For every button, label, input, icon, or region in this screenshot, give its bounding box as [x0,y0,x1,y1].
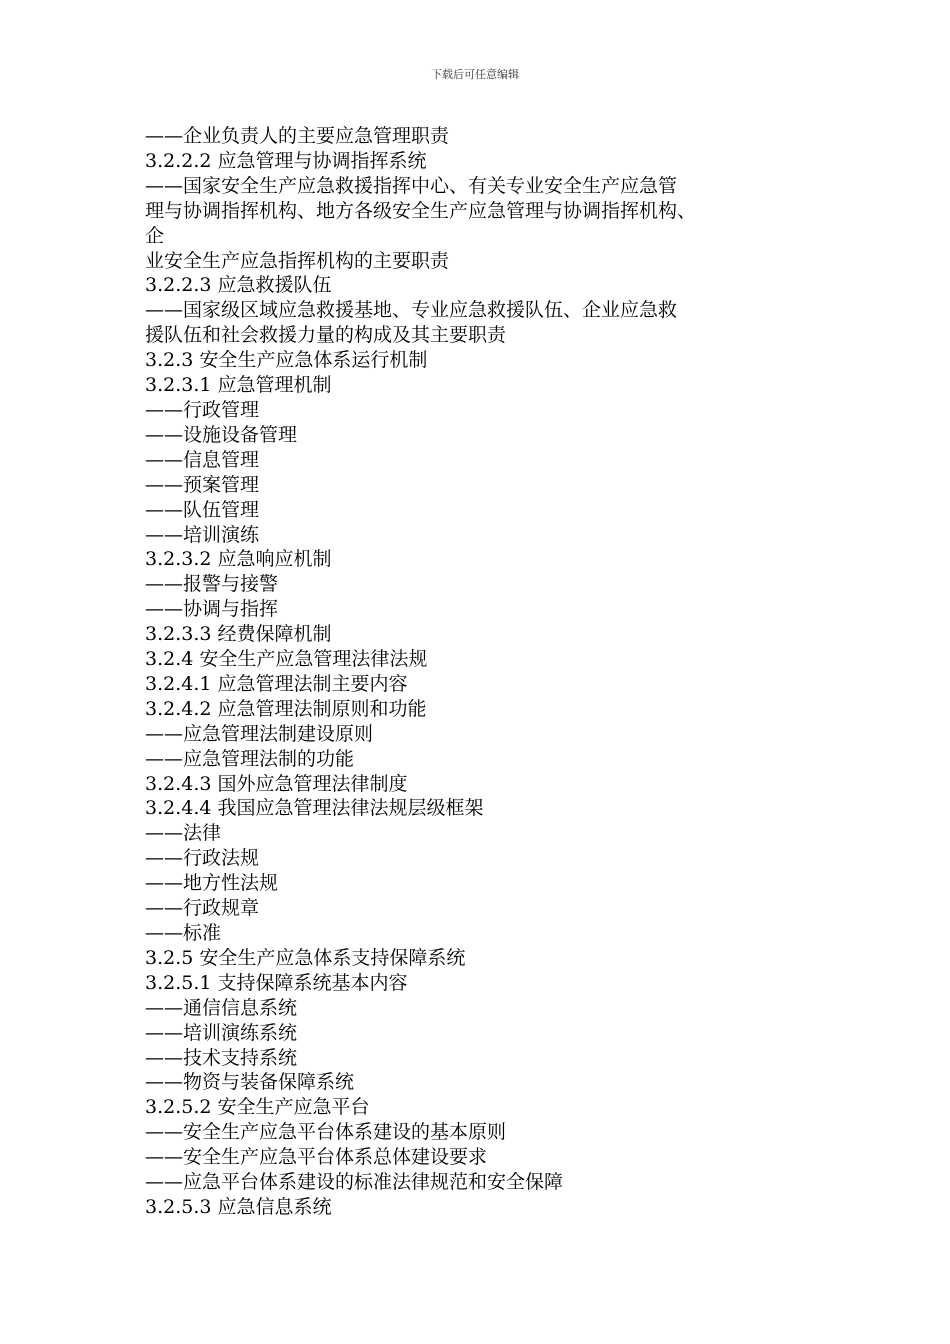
text-line: ——标准 [145,922,222,944]
text-line: ——培训演练系统 [145,1021,298,1044]
text-line: ——通信信息系统 [145,996,298,1019]
text-line: ——物资与装备保障系统 [145,1071,355,1094]
text-line: 援队伍和社会救援力量的构成及其主要职责 [145,324,507,347]
text-line: 3.2.2.2 应急管理与协调指挥系统 [145,149,427,172]
text-line: ——协调与指挥 [145,598,279,621]
text-line: ——应急平台体系建设的标准法律规范和安全保障 [145,1171,564,1194]
text-line: 业安全生产应急指挥机构的主要职责 [145,249,450,272]
text-line: ——应急管理法制的功能 [145,747,355,770]
text-line: ——预案管理 [145,473,260,496]
text-line: ——法律 [145,822,222,845]
text-line: 3.2.4.4 我国应急管理法律法规层级框架 [145,797,484,820]
text-line: ——国家级区域应急救援基地、专业应急救援队伍、企业应急救 [145,299,678,322]
text-line: 理与协调指挥机构、地方各级安全生产应急管理与协调指挥机构、 [145,199,697,222]
text-line: 3.2.3.1 应急管理机制 [145,374,332,397]
text-line: ——地方性法规 [145,872,279,895]
text-line: ——设施设备管理 [145,423,298,446]
text-line: 3.2.4.3 国外应急管理法律制度 [145,772,408,795]
text-line: 3.2.4.1 应急管理法制主要内容 [145,672,408,695]
text-line: ——报警与接警 [145,573,279,596]
text-line: 3.2.5.1 支持保障系统基本内容 [145,971,408,994]
text-line: ——应急管理法制建设原则 [145,722,374,745]
text-line: 3.2.3.3 经费保障机制 [145,623,332,646]
text-line: ——培训演练 [145,523,260,546]
text-line: 3.2.5.2 安全生产应急平台 [145,1096,370,1119]
page-header: 下载后可任意编辑 [431,68,519,81]
text-line: ——行政规章 [145,897,260,920]
text-line: ——技术支持系统 [145,1046,298,1069]
text-line: ——行政管理 [145,398,260,421]
text-line: ——国家安全生产应急救援指挥中心、有关专业安全生产应急管 [145,174,678,197]
text-line: ——安全生产应急平台体系建设的基本原则 [145,1121,507,1144]
text-line: 3.2.2.3 应急救援队伍 [145,274,332,297]
text-line: ——行政法规 [145,847,260,870]
text-line: ——队伍管理 [145,498,260,521]
text-line: ——安全生产应急平台体系总体建设要求 [145,1146,488,1169]
text-line: 3.2.4 安全生产应急管理法律法规 [145,648,428,671]
text-line: 3.2.3.2 应急响应机制 [145,548,332,571]
text-line: 企 [145,224,165,247]
text-line: 3.2.3 安全生产应急体系运行机制 [145,349,428,372]
document-body [145,124,810,1220]
text-line: ——企业负责人的主要应急管理职责 [145,125,450,147]
text-line: 3.2.4.2 应急管理法制原则和功能 [145,697,427,720]
text-line: 3.2.5.3 应急信息系统 [145,1195,332,1218]
text-line: 3.2.5 安全生产应急体系支持保障系统 [145,946,466,969]
text-line: ——信息管理 [145,448,260,471]
